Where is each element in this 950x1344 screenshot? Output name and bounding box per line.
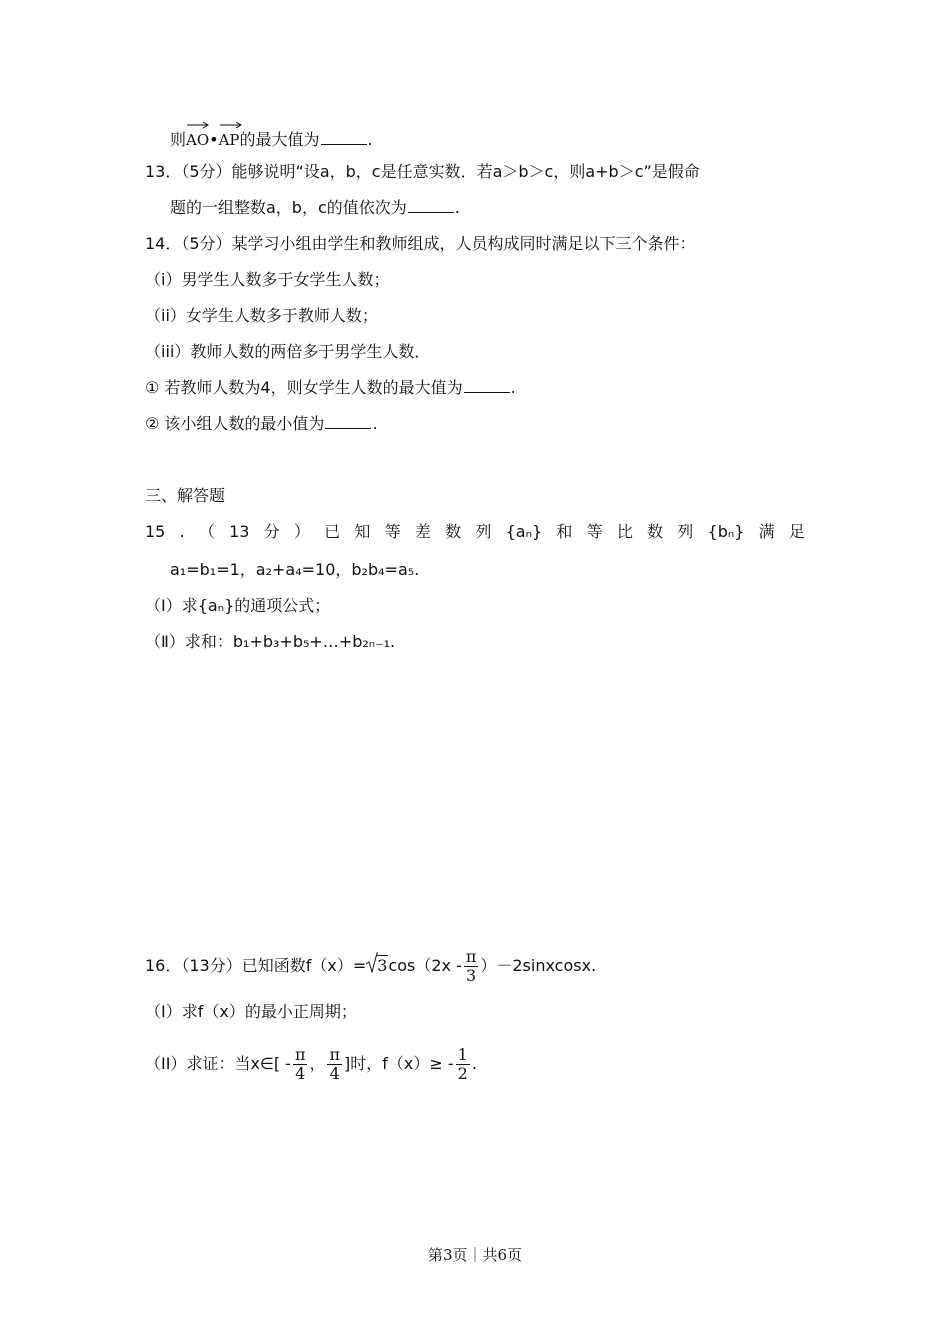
q15-header-token: 列 <box>677 522 694 541</box>
q15-header-token: 分 <box>263 522 280 541</box>
q12-suffix: 的最大值为 <box>239 130 320 149</box>
q15-header-token: 等 <box>586 522 603 541</box>
q15-header-token: 差 <box>414 522 431 541</box>
q14-condition-1: （i）男学生人数多于女学生人数； <box>145 270 390 289</box>
answer-blank[interactable] <box>321 128 367 145</box>
q15-part2: （Ⅱ）求和：b₁+b₃+b₅+…+b₂ₙ₋₁. <box>145 632 396 651</box>
section-title: 三、解答题 <box>145 486 226 505</box>
q15-header-token: 和 <box>556 522 573 541</box>
q15-conditions: a₁=b₁=1，a₂+a₄=10，b₂b₄=a₅. <box>170 560 420 579</box>
q16-part1: （I）求f（x）的最小正周期； <box>145 1002 357 1021</box>
dot-product-symbol: • <box>209 130 219 149</box>
answer-blank[interactable] <box>464 376 510 393</box>
page-footer: 第3页｜共6页 <box>427 1246 523 1264</box>
vector-ao: AO <box>186 124 209 152</box>
q14-subquestion-1: ① 若教师人数为4，则女学生人数的最大值为 . <box>145 378 516 397</box>
q15-header-token: 满 <box>758 522 775 541</box>
q14-condition-2: （ii）女学生人数多于教师人数； <box>145 306 378 325</box>
q14-line1: 14．（5分）某学习小组由学生和教师组成，人员构成同时满足以下三个条件： <box>145 234 696 253</box>
q15-header-token: 13 <box>229 522 250 541</box>
q15-header-token: 足 <box>788 522 805 541</box>
q15-header-token: ） <box>293 522 310 541</box>
q15-header-token: 数 <box>647 522 664 541</box>
q15-header-token: 等 <box>384 522 401 541</box>
q15-part1: （Ⅰ）求{aₙ}的通项公式； <box>145 596 331 615</box>
fraction-pi-over-4: $\frac{\pi}{4}$ <box>329 1045 340 1083</box>
fraction-pi-over-4: $\frac{\pi}{4}$ <box>294 1045 306 1083</box>
vector-arrow-icon <box>186 121 210 129</box>
q14-condition-3: （iii）教师人数的两倍多于男学生人数． <box>145 342 431 361</box>
vector-ap: AP <box>219 124 240 152</box>
q15-header-token: {aₙ} <box>505 522 543 541</box>
answer-blank[interactable] <box>325 412 371 429</box>
q15-header-token: 数 <box>445 522 462 541</box>
fraction-one-half: $\frac{1}{2}$ <box>457 1045 468 1083</box>
q15-header-token: 比 <box>616 522 633 541</box>
q15-header-token: （ <box>198 522 215 541</box>
sqrt-expression: 3 <box>366 954 388 978</box>
q15-header-token: 知 <box>354 522 371 541</box>
radical-sign-icon <box>366 952 378 974</box>
q12-prefix: 则 <box>170 130 187 149</box>
q16-part2: （II）求证：当x∈[ - $\frac{\pi}{4}$ ， $\frac{\pi}{4}$ ]时，f（x）≥ - $\frac{1}{2}$ . <box>145 1045 477 1083</box>
fraction-pi-over-3: $\frac{\pi}{3}$ <box>465 947 477 985</box>
q12-tail: 则 AO• AP的最大值为 . <box>170 124 373 152</box>
q15-header-token: . <box>179 522 185 541</box>
q15-header-token: 15 <box>145 522 166 541</box>
q15-header-token: 列 <box>475 522 492 541</box>
q15-header <box>145 520 805 544</box>
answer-blank[interactable] <box>408 196 454 213</box>
q13-line2: 题的一组整数a，b，c的值依次为 . <box>170 198 460 217</box>
q15-header-token: {bₙ} <box>707 522 745 541</box>
q14-subquestion-2: ② 该小组人数的最小值为 . <box>145 414 378 433</box>
vector-arrow-icon <box>219 121 243 129</box>
q16-statement: 16．（13分）已知函数f（x）= 3cos（2x - $\frac{\pi}{3}$ ）－2sinxcosx. <box>145 947 597 985</box>
q15-header-token: 已 <box>324 522 341 541</box>
q13-line1: 13．（5分）能够说明“设a，b，c是任意实数．若a＞b＞c，则a+b＞c”是假命 <box>145 162 700 181</box>
